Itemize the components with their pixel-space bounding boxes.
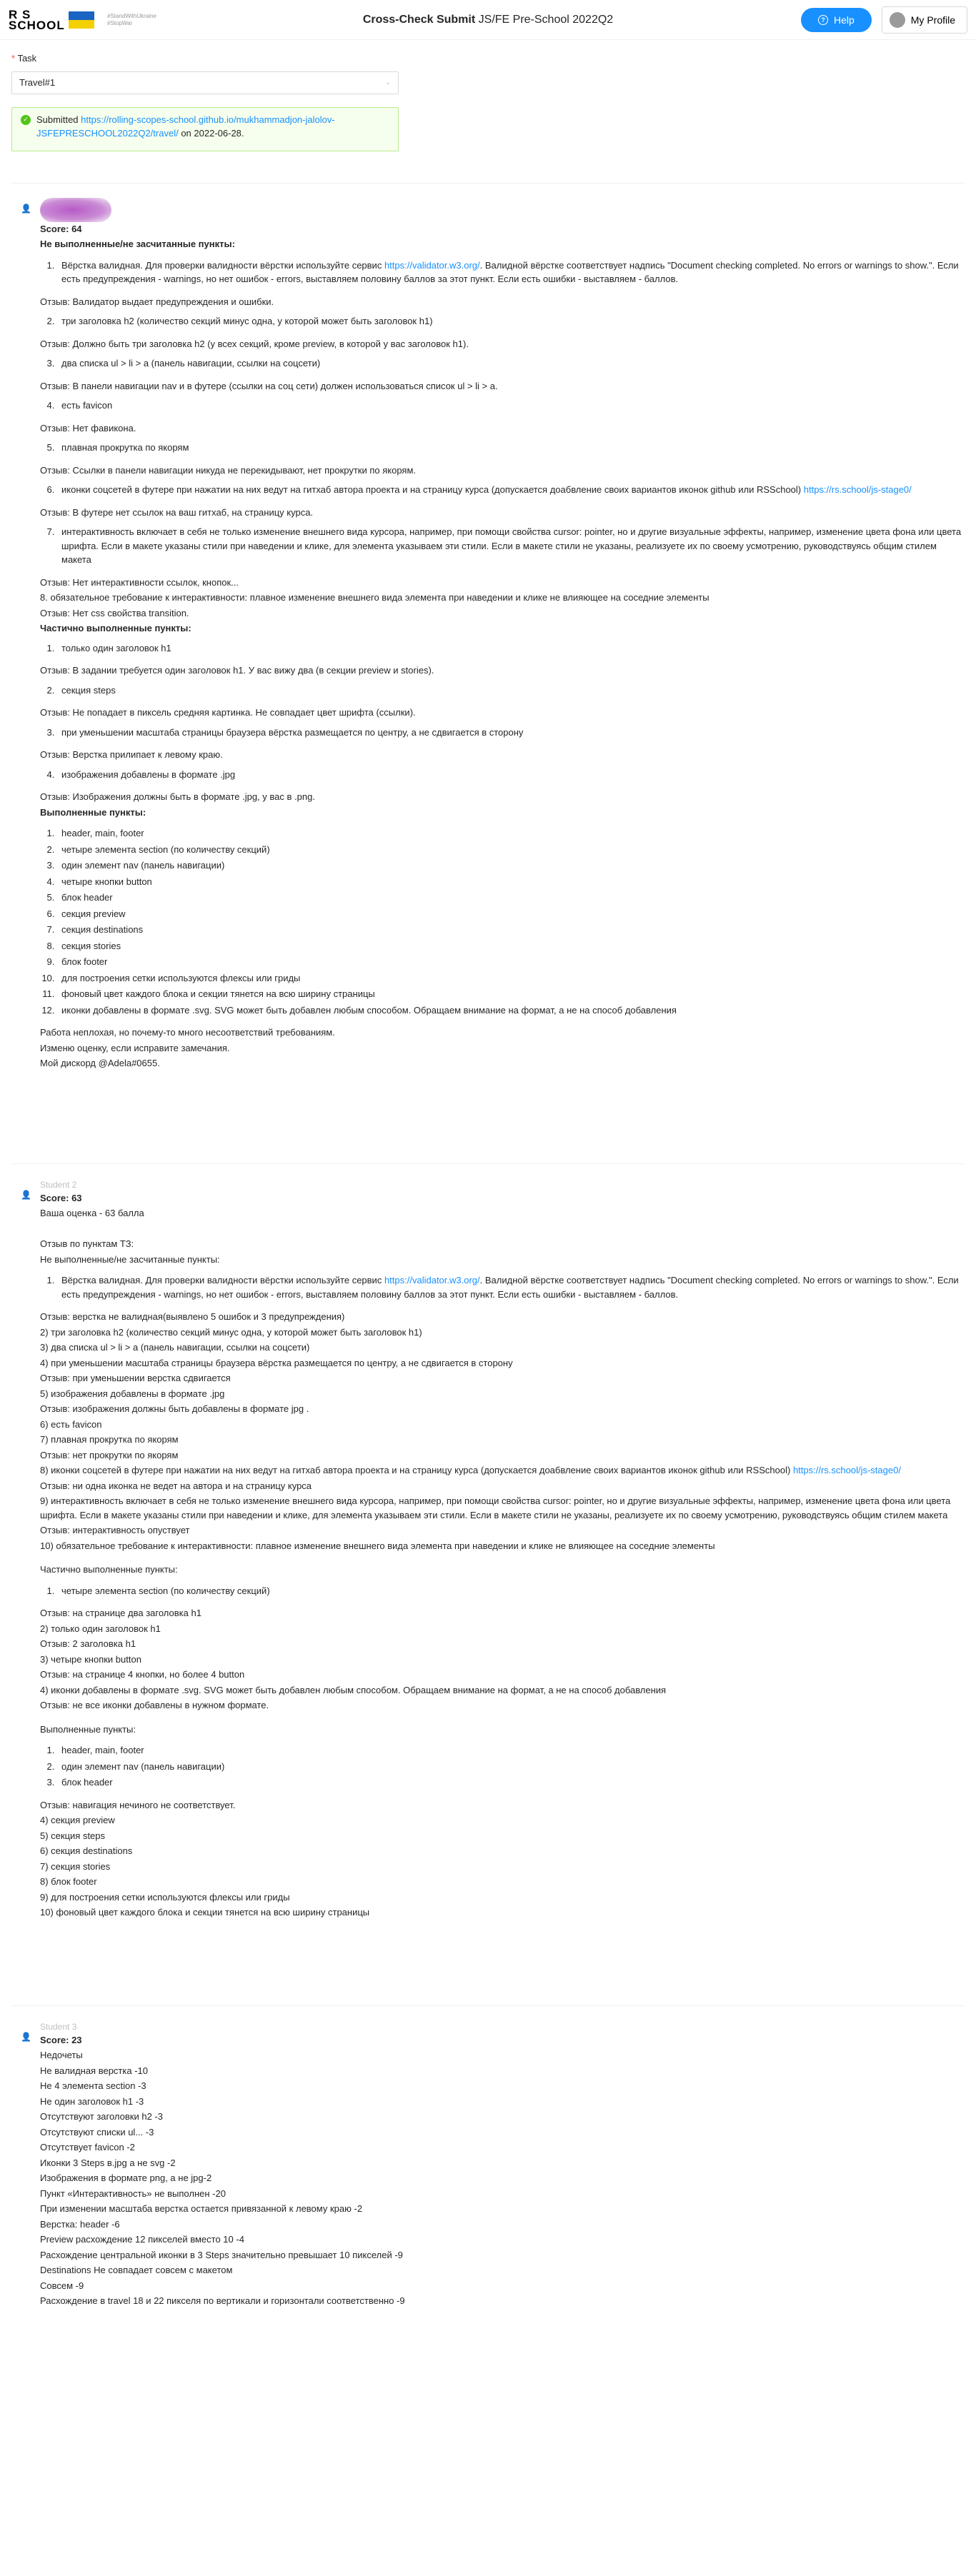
divider bbox=[11, 183, 965, 184]
ukraine-flag-icon bbox=[69, 11, 94, 29]
validator-link[interactable]: https://validator.w3.org/ bbox=[384, 1275, 480, 1286]
validator-link[interactable]: https://validator.w3.org/ bbox=[384, 259, 480, 271]
list-item: 8. секция stories bbox=[57, 939, 965, 953]
list-item: 3. при уменьшении масштаба страницы браузера вёрстка размещается по центру, а не сдвигается в сторону bbox=[57, 726, 965, 740]
submission-alert: ✓ Submitted https://rolling-scopes-school.github.io/mukhammadjon-jalolov-JSFEPRESCHOOL2022Q2/travel/ on 2022-06-28. bbox=[11, 107, 399, 151]
review-score: Score: 64 bbox=[40, 223, 82, 234]
list-item: 10. для построения сетки используются флексы или гриды bbox=[57, 971, 965, 986]
question-icon: ? bbox=[818, 15, 828, 25]
review-3 bbox=[11, 2020, 965, 2308]
student-name: Student 3 bbox=[40, 2021, 77, 2032]
review-text: Не выполненные/не засчитанные пункты: 1. Вёрстка валидная. Для проверки валидности вёрстки используйте сервис https://validator.w3.org/. Валидной вёрстке соответствует надпись "Document checking completed. No errors or warnings to show.". Если есть предупреждения - warnings, но нет ошибок - errors, выставляем половину баллов за этот пункт. Если есть ошибки - выставляем - баллов. Отзыв: Валидатор выдает предупреждения и ошибки. 2. три заголовка h2 (количество секций минус одна, у которой может быть заголовок h1) Отзыв: Должно быть три заголовка h2 (у всех секций, кроме preview, в которой у вас заголовок h1). 3. два списка ul > li > a (панель навигации, ссылки на соцсети) Отзыв: В панели навигации nav и в футере (ссылки на соц сети) должен использоваться список ul > li > a. 4. есть favicon Отзыв: Нет фавикона. 5. плавная прокрутка по якорям Отзыв: Ссылки в панели навигации никуда не перекидывают, нет прокрутки по якорям. 6. иконки соцсетей в футере при нажатии на них ведут на гитхаб автора проекта и на страницу курса (допускается доабвление своих вариантов иконок github или RSSchool) https://rs.school/js-stage0/ Отзыв: В футере нет ссылок на ваш гитхаб, на страницу курса. 7. интерактивность включает в себя не только изменение внешнего вида курсора, например, при помощи свойства cursor: pointer, но и другие визуальные эффекты, например, изменение цвета фона или цвета шрифта. Если в макете указаны стили при наведении и клике, для элемента указываем эти стили. Если в макете стили не указаны, реализуете их по своему усмотрению, руководствуясь общим стилем макета Отзыв: Нет интерактивности ссылок, кнопок... 8. обязательное требование к интерактивности: плавное изменение внешнего вида элемента при наведении и клике не влияющее на соседние элементы Отзыв: Нет css свойства transition. Частично выполненные пункты: 1. только один заголовок h1 Отзыв: В задании требуется один заголовок h1. У вас вижу два (в секции preview и stories). 2. секция steps Отзыв: Не попадает в пиксель средняя картинка. Не совпадает цвет шрифта (ссылки). 3. при уменьшении масштаба страницы браузера вёрстка размещается по центру, а не сдвигается в сторону Отзыв: Верстка прилипает к левому краю. 4. изображения добавлены в формате .jpg Отзыв: Изображения должны быть в формате .jpg, у вас в .png. Выполненные пункты: 1. header, main, footer 2. четыре элемента section (по количеству секций) 3. один элемент nav (панель навигации) 4. четыре кнопки button 5. блок header 6. секция preview 7. секция destinations 8. секция stories 9. блок footer 10. для построения сетки используются флексы или гриды 11. фоновый цвет каждого блока и секции тянется на всю ширину страницы 12. иконки добавлены в формате .svg. SVG может быть добавлен любым способом. Обращаем внимание на формат, а не на способ добавления Работа неплохая, но почему-то много несоответствий требованиям. Изменю оценку, если исправите замечания. Мой дискорд @Adela#0655. bbox=[40, 237, 965, 1071]
avatar bbox=[890, 12, 905, 28]
list-item: 7. интерактивность включает в себя не только изменение внешнего вида курсора, например, при помощи свойства cursor: pointer, но и другие визуальные эффекты, например, изменение цвета фона или цвета шрифта. Если в макете указаны стили при наведении и клике, для элемента указываем эти стили. Если в макете стили не указаны, реализуете их по своему усмотрению, руководствуясь общим стилем макета bbox=[57, 525, 965, 567]
review-2 bbox=[11, 1178, 965, 1920]
list-item: 3. один элемент nav (панель навигации) bbox=[57, 858, 965, 873]
list-item: 5. блок header bbox=[57, 891, 965, 905]
list-item: 7. секция destinations bbox=[57, 923, 965, 937]
list-item: 1. header, main, footer bbox=[57, 826, 965, 841]
list-item: 4. изображения добавлены в формате .jpg bbox=[57, 768, 965, 782]
list-item: 3. два списка ul > li > a (панель навигации, ссылки на соцсети) bbox=[57, 356, 965, 371]
list-item: 1. Вёрстка валидная. Для проверки валидности вёрстки используйте сервис https://validator.w3.org/. Валидной вёрстке соответствует надпись "Document checking completed. No errors or warnings to show.". Если есть предупреждения - warnings, но нет ошибок - errors, выставляем половину баллов за этот пункт. Если есть ошибки - выставляем - баллов. bbox=[57, 259, 965, 286]
list-item: 6. иконки соцсетей в футере при нажатии на них ведут на гитхаб автора проекта и на страницу курса (допускается доабвление своих вариантов иконок github или RSSchool) https://rs.school/js-stage0/ bbox=[57, 483, 965, 497]
list-item: 2. один элемент nav (панель навигации) bbox=[57, 1760, 965, 1774]
list-item: 9. блок footer bbox=[57, 955, 965, 969]
tags: #StandWithUkraine #StopWar bbox=[107, 12, 156, 26]
rs-school-link[interactable]: https://rs.school/js-stage0/ bbox=[792, 1465, 901, 1475]
task-label: * Task bbox=[11, 53, 37, 64]
rs-school-link[interactable]: https://rs.school/js-stage0/ bbox=[803, 484, 912, 495]
blurred-avatar bbox=[40, 198, 111, 222]
task-select[interactable]: Travel#1 ⌄ bbox=[11, 71, 399, 94]
list-item: 1. четыре элемента section (по количеству секций) bbox=[57, 1584, 965, 1598]
divider bbox=[11, 1163, 965, 1164]
help-button[interactable]: ? Help bbox=[801, 8, 872, 32]
user-icon: 👤 bbox=[21, 2031, 31, 2042]
list-item: 4. четыре кнопки button bbox=[57, 875, 965, 889]
list-item: 3. блок header bbox=[57, 1775, 965, 1790]
list-item: 4. есть favicon bbox=[57, 399, 965, 413]
user-icon: 👤 bbox=[21, 203, 31, 214]
review-author bbox=[40, 198, 965, 222]
app-header bbox=[0, 0, 976, 40]
chevron-down-icon: ⌄ bbox=[384, 79, 391, 86]
list-item: 1. header, main, footer bbox=[57, 1743, 965, 1758]
list-item: 1. только один заголовок h1 bbox=[57, 641, 965, 656]
review-score: Score: 63 bbox=[40, 1192, 82, 1203]
review-1 bbox=[11, 198, 965, 1071]
page-title: Cross-Check Submit JS/FE Pre-School 2022Q2 bbox=[362, 13, 614, 26]
check-circle-icon: ✓ bbox=[21, 115, 31, 125]
list-item: 11. фоновый цвет каждого блока и секции тянется на всю ширину страницы bbox=[57, 987, 965, 1001]
rs-school-logo: R S SCHOOL bbox=[9, 7, 65, 32]
list-item: 2. четыре элемента section (по количеству секций) bbox=[57, 843, 965, 857]
submission-link[interactable]: https://rolling-scopes-school.github.io/mukhammadjon-jalolov-JSFEPRESCHOOL2022Q2/travel/ bbox=[36, 114, 335, 139]
student-name: Student 2 bbox=[40, 1179, 77, 1190]
review-score: Score: 23 bbox=[40, 2034, 82, 2045]
review-text: Ваша оценка - 63 балла Отзыв по пунктам ТЗ: Не выполненные/не засчитанные пункты: 1. Вёрстка валидная. Для проверки валидности вёрстки используйте сервис https://validator.w3.org/. Валидной вёрстке соответствует надпись "Document checking completed. No errors or warnings to show.". Если есть предупреждения - warnings, но нет ошибок - errors, выставляем половину баллов за этот пункт. Если есть ошибки - выставляем - баллов. Отзыв: верстка не валидная(выявлено 5 ошибок и 3 предупреждения) 2) три заголовка h2 (количество секций минус одна, у которой может быть заголовок h1) 3) два списка ul > li > a (панель навигации, ссылки на соцсети) 4) при уменьшении масштаба страницы браузера вёрстка размещается по центру, а не сдвигается в сторону Отзыв: при уменьшении верстка сдвигается 5) изображения добавлены в формате .jpg Отзыв: изображения должны быть добавлены в формате jpg . 6) есть favicon 7) плавная прокрутка по якорям Отзыв: нет прокрутки по якорям 8) иконки соцсетей в футере при нажатии на них ведут на гитхаб автора проекта и на страницу курса (допускается доабвление своих вариантов иконок github или RSSchool) https://rs.school/js-stage0/ Отзыв: ни одна иконка не ведет на автора и на страницу курса 9) интерактивность включает в себя не только изменение внешнего вида курсора, например, при помощи свойства cursor: pointer, но и другие визуальные эффекты, например, изменение цвета фона или цвета шрифта. Если в макете указаны стили при наведении и клике, для элемента указываем эти стили. Если в макете стили не указаны, реализуете их по своему усмотрению, руководствуясь общим стилем макета Отзыв: интерактивность опуствует 10) обязательное требование к интерактивности: плавное изменение внешнего вида элемента при наведении и клике не влияющее на соседние элементы Частично выполненные пункты: 1. четыре элемента section (по количеству секций) Отзыв: на странице два заголовка h1 2) только один заголовок h1 Отзыв: 2 заголовка h1 3) четыре кнопки button Отзыв: на странице 4 кнопки, но более 4 button 4) иконки добавлены в формате .svg. SVG может быть добавлен любым способом. Обращаем внимание на формат, а не на способ добавления Отзыв: не все иконки добавлены в нужном формате. Выполненные пункты: 1. header, main, footer 2. один элемент nav (панель навигации) 3. блок header Отзыв: навигация нечиного не соответствует. 4) секция preview 5) секция steps 6) секция destinations 7) секция stories 8) блок footer 9) для построения сетки используются флексы или гриды 10) фоновый цвет каждого блока и секции тянется на всю ширину страницы bbox=[40, 1206, 965, 1920]
list-item: 5. плавная прокрутка по якорям bbox=[57, 441, 965, 455]
user-icon: 👤 bbox=[21, 1189, 31, 1200]
list-item: 6. секция preview bbox=[57, 907, 965, 921]
divider bbox=[11, 2005, 965, 2006]
profile-button[interactable]: My Profile bbox=[882, 6, 967, 34]
review-text: Недочеты Не валидная верстка -10 Не 4 элемента section -3 Не один заголовок h1 -3 Отсутствуют заголовки h2 -3 Отсутствуют списки ul... -3 Отсутствует favicon -2 Иконки 3 Steps в.jpg а не svg -2 Изображения в формате png, а не jpg-2 Пункт «Интерактивность» не выполнен -20 При изменении масштаба верстка остается привязанной к левому краю -2 Верстка: header -6 Preview расхождение 12 пикселей вместо 10 -4 Расхождение центральной иконки в 3 Steps значительно превышает 10 пикселей -9 Destinations Не совпадает совсем с макетом Совсем -9 Расхождение в travel 18 и 22 пикселя по вертикали и горизонтали соответственно -9 bbox=[40, 2050, 405, 2306]
list-item: 12. иконки добавлены в формате .svg. SVG может быть добавлен любым способом. Обращаем внимание на формат, а не на способ добавления bbox=[57, 1003, 965, 1018]
list-item: 2. три заголовка h2 (количество секций минус одна, у которой может быть заголовок h1) bbox=[57, 314, 965, 329]
logo[interactable] bbox=[9, 9, 156, 31]
list-item: 1. Вёрстка валидная. Для проверки валидности вёрстки используйте сервис https://validator.w3.org/. Валидной вёрстке соответствует надпись "Document checking completed. No errors or warnings to show.". Если есть предупреждения - warnings, но нет ошибок - errors, выставляем половину баллов за этот пункт. Если есть ошибки - выставляем - баллов. bbox=[57, 1273, 965, 1301]
list-item: 2. секция steps bbox=[57, 683, 965, 698]
